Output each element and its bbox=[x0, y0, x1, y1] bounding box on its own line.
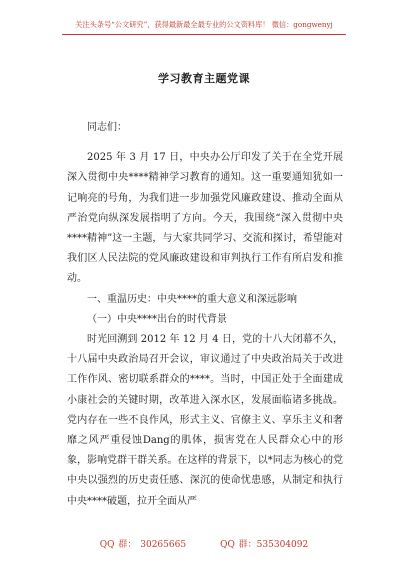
document-body bbox=[67, 118, 343, 512]
footer-contacts bbox=[0, 537, 408, 550]
salutation: 同志们： bbox=[87, 122, 127, 133]
footer-qq-group-1: QQ 群： 30265665 bbox=[99, 540, 187, 550]
subsection-heading: （一）中央****出台的时代背景 bbox=[87, 313, 227, 325]
document-title: 学习教育主题党课 bbox=[158, 72, 250, 85]
header-banner: 关注头条号“公文研究”，获得最新最全最专业的公文资料库！ 微信：gongwenyj bbox=[75, 20, 333, 29]
section-heading: 一、重温历史：中央****的重大意义和深远影响 bbox=[87, 293, 297, 305]
header-divider bbox=[62, 34, 346, 35]
intro-paragraph: 2025 年 3 月 17 日，中央办公厅印发了关于在全党开展深入贯彻中央****精神学习教育的通知。这一重要通知犹如一记响亮的号角，为我们进一步加强党风廉政建设、推动全面从严治党向纵深发展指明了方向。今天，我围绕“深入贯彻中央****精神”这一主题，与大家共同学习、交流和探讨，希望能对我们区人民法院的党风廉政建设和审判执行工作有所启发和推动。 bbox=[67, 152, 343, 285]
footer-qq-group-2: QQ 群：535304092 bbox=[220, 540, 309, 550]
body-paragraph: 时光回溯到 2012 年 12 月 4 日，党的十八大闭幕不久，十八届中央政治局召开会议，审议通过了中央政治局关于改进工作作风、密切联系群众的****。当时，中国正处于全面建成小康社会的关键时期，改革进入深水区，发展面临诸多挑战。党内存在一些不良作风，形式主义、官僚主义、享乐主义和奢靡之风严重侵蚀Dang的肌体，损害党在人民群众心中的形象，影响党群干群关系。在这样的背景下，以*同志为核心的党中央以强烈的历史责任感、深沉的使命忧患感，从制定和执行中央****破题，拉开全面从严 bbox=[67, 334, 343, 507]
